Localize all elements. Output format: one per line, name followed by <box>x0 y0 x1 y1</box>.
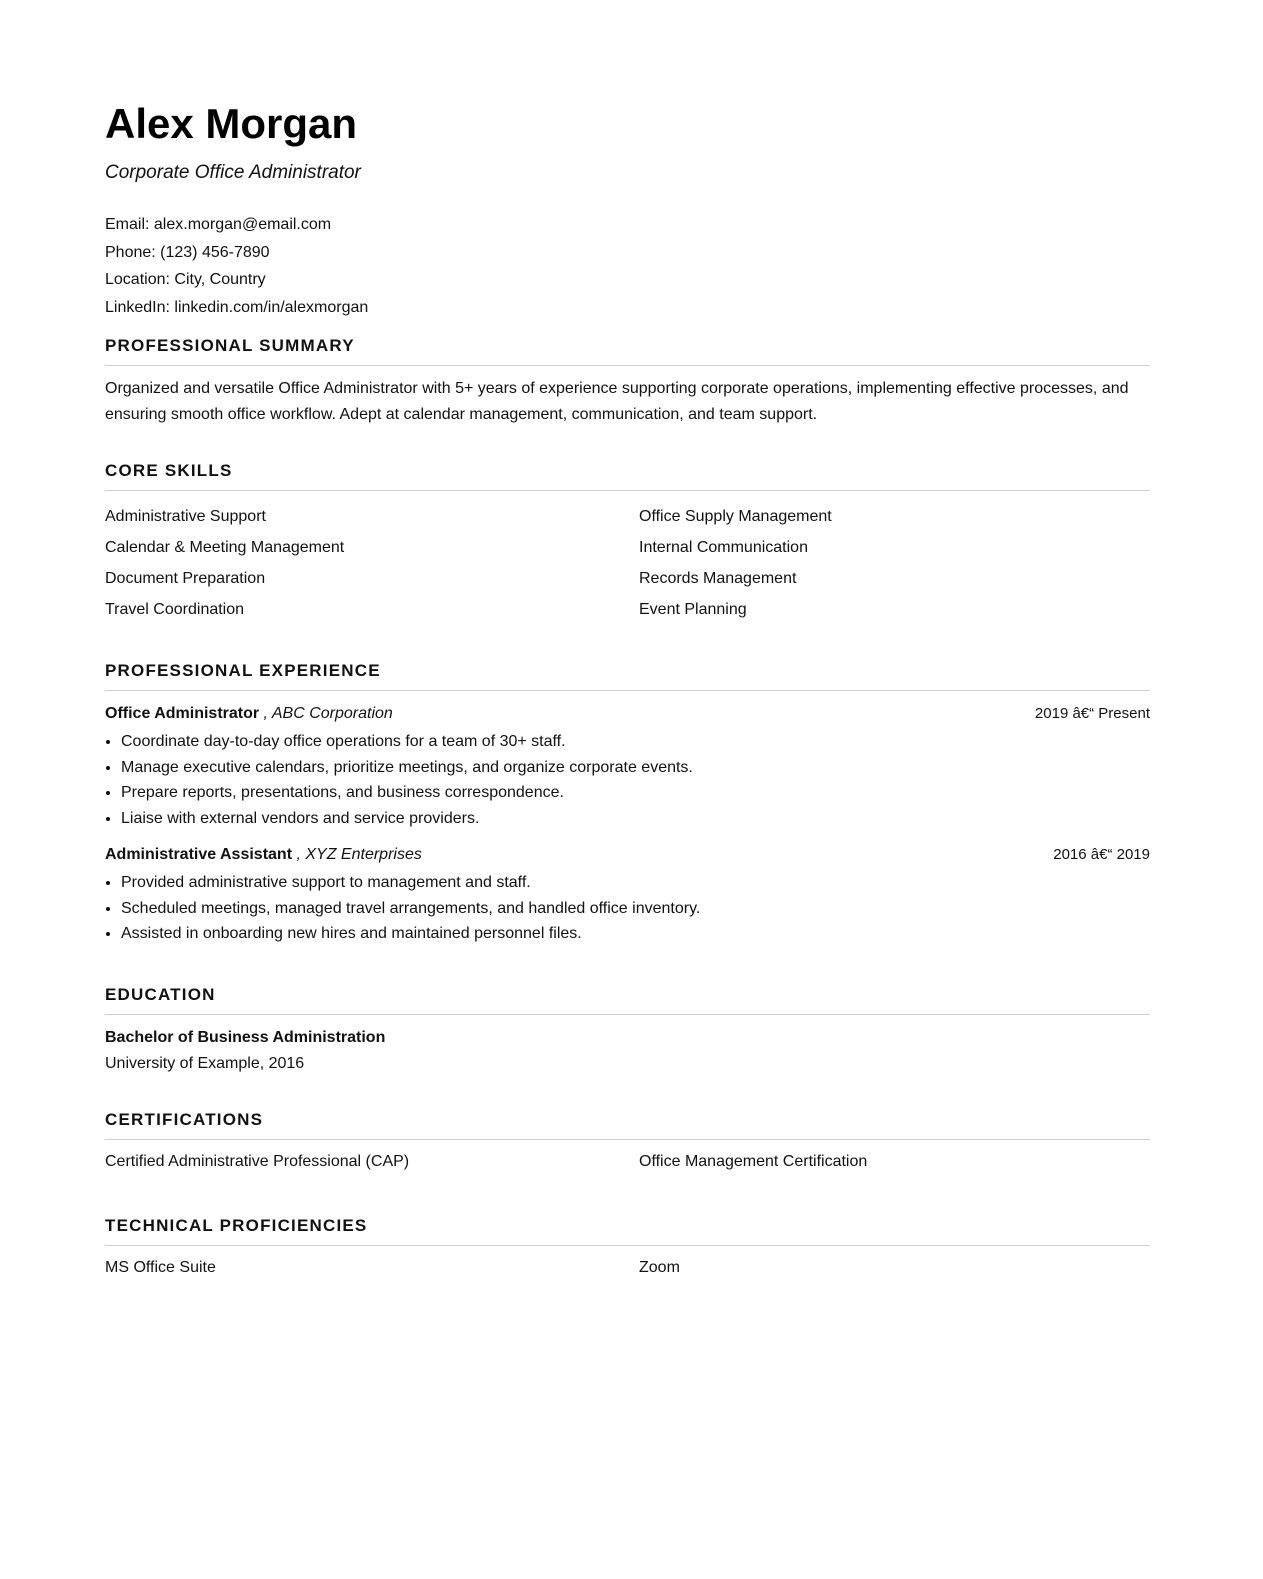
skill-item: Event Planning <box>639 601 747 618</box>
section-technical <box>105 1216 1150 1278</box>
skill-item: Travel Coordination <box>105 601 245 618</box>
certification-item: Office Management Certification <box>639 1153 868 1170</box>
contact-info <box>105 211 368 321</box>
skill-item: Internal Communication <box>639 539 808 556</box>
certifications-grid <box>105 1152 1150 1172</box>
job-bullet: • Manage executive calendars, prioritize meetings, and organize corporate events. <box>121 755 1150 781</box>
contact-phone: Phone: (123) 456-7890 <box>105 243 270 261</box>
section-certifications <box>105 1110 1150 1172</box>
skills-grid <box>105 501 1150 625</box>
section-skills <box>105 461 1150 625</box>
job-bullet: • Coordinate day-to-day office operations for a team of 30+ staff. <box>121 729 1150 755</box>
skill-item: Records Management <box>639 570 797 587</box>
section-heading: TECHNICAL PROFICIENCIES <box>105 1216 1150 1246</box>
section-heading: EDUCATION <box>105 985 1150 1015</box>
skill-item: Administrative Support <box>105 508 266 525</box>
contact-linkedin: LinkedIn: linkedin.com/in/alexmorgan <box>105 298 369 316</box>
job-dates: 2016 â€“ 2019 <box>1053 846 1150 863</box>
section-heading: PROFESSIONAL EXPERIENCE <box>105 661 1150 691</box>
job-bullet: • Prepare reports, presentations, and business correspondence. <box>121 780 1150 806</box>
job-entry <box>105 844 1150 947</box>
job-bullet: • Assisted in onboarding new hires and maintained personnel files. <box>121 921 1150 947</box>
job-bullet: • Provided administrative support to management and staff. <box>121 870 1150 896</box>
section-heading: CORE SKILLS <box>105 461 1150 491</box>
job-entry <box>105 703 1150 831</box>
skill-item: Document Preparation <box>105 570 266 587</box>
job-title: Administrative Assistant <box>105 846 293 863</box>
skill-item: Calendar & Meeting Management <box>105 539 345 556</box>
summary-text: Organized and versatile Office Administrator with 5+ years of experience supporting corporate operations, implementing effective processes, and ensuring smooth office workflow. Adept at calendar management, communication, and team support. <box>105 380 1129 423</box>
certification-item: Certified Administrative Professional (CAP) <box>105 1153 410 1170</box>
job-company: XYZ Enterprises <box>305 846 422 863</box>
section-experience <box>105 661 1150 947</box>
section-heading: CERTIFICATIONS <box>105 1110 1150 1140</box>
job-bullet: • Scheduled meetings, managed travel arrangements, and handled office inventory. <box>121 896 1150 922</box>
contact-location: Location: City, Country <box>105 271 266 288</box>
section-education <box>105 985 1150 1077</box>
job-header <box>105 844 1150 866</box>
technical-item: MS Office Suite <box>105 1259 216 1276</box>
education-school: University of Example, 2016 <box>105 1055 305 1072</box>
job-bullets <box>105 870 1150 947</box>
candidate-title: Corporate Office Administrator <box>105 162 361 183</box>
job-title: Office Administrator <box>105 705 260 722</box>
technical-grid <box>105 1258 1150 1278</box>
technical-item: Zoom <box>639 1259 680 1276</box>
contact-email: Email: alex.morgan@email.com <box>105 216 332 233</box>
job-header <box>105 703 1150 725</box>
job-bullet: • Liaise with external vendors and service providers. <box>121 806 1150 832</box>
skill-item: Office Supply Management <box>639 508 832 525</box>
candidate-name: Alex Morgan <box>105 100 358 147</box>
section-summary <box>105 336 1150 428</box>
job-separator: , <box>259 705 272 722</box>
job-company: ABC Corporation <box>271 705 393 722</box>
education-degree: Bachelor of Business Administration <box>105 1029 386 1046</box>
job-bullets <box>105 729 1150 831</box>
job-separator: , <box>292 846 306 863</box>
job-dates: 2019 â€“ Present <box>1034 705 1150 722</box>
section-heading: PROFESSIONAL SUMMARY <box>105 336 1150 366</box>
